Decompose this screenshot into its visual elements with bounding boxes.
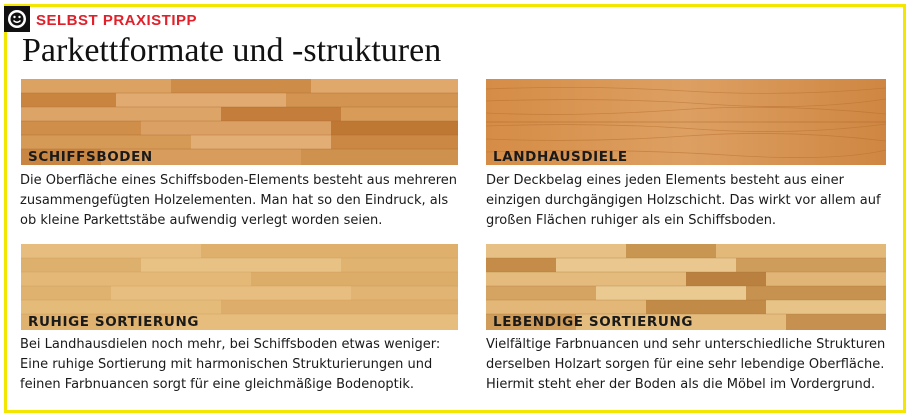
smiley-icon	[4, 6, 30, 32]
text-line: Vielfältige Farbnuancen und sehr unterschiedliche Strukturen	[486, 337, 886, 352]
text-line: großen Flächen ruhiger als ein Schiffsboden.	[486, 213, 777, 228]
text-line: Der Deckbelag eines jeden Elements besteht aus einer	[486, 173, 844, 188]
text-line: Die Oberfläche eines Schiffsboden-Elements besteht aus mehreren	[20, 173, 458, 188]
panel-label-landhausdiele: LANDHAUSDIELE	[493, 149, 628, 165]
kicker: SELBST PRAXISTIPP	[36, 12, 198, 29]
panel-text-lebendige-sortierung	[486, 335, 885, 395]
text-line: zusammengefügten Holzelementen. Man hat so den Eindruck, als	[20, 193, 449, 208]
page-title: Parkettformate und -strukturen	[22, 32, 442, 69]
panel-text-landhausdiele	[486, 171, 881, 231]
panel-label-ruhige-sortierung: RUHIGE SORTIERUNG	[28, 314, 200, 330]
text-line: derselben Holzart sorgen für eine sehr lebendige Oberfläche.	[486, 357, 885, 372]
text-line: ob kleine Parkettstäbe aufwendig verlegt worden seien.	[20, 213, 383, 228]
text-line: Bei Landhausdielen noch mehr, bei Schiffsboden etwas weniger:	[20, 337, 441, 352]
panel-label-schiffsboden: SCHIFFSBODEN	[28, 149, 153, 165]
panel-text-schiffsboden	[20, 171, 457, 231]
panel-text-ruhige-sortierung	[20, 335, 440, 395]
panel-label-lebendige-sortierung: LEBENDIGE SORTIERUNG	[493, 314, 694, 330]
text-line: Eine ruhige Sortierung mit harmonischen Strukturierungen und	[20, 357, 433, 372]
text-line: feinen Farbnuancen sorgt für eine gleichmäßige Bodenoptik.	[20, 377, 415, 392]
text-line: einzigen durchgängigen Holzschicht. Das wirkt vor allem auf	[486, 193, 881, 208]
text-line: Hiermit steht eher der Boden als die Möbel im Vordergrund.	[486, 377, 876, 392]
